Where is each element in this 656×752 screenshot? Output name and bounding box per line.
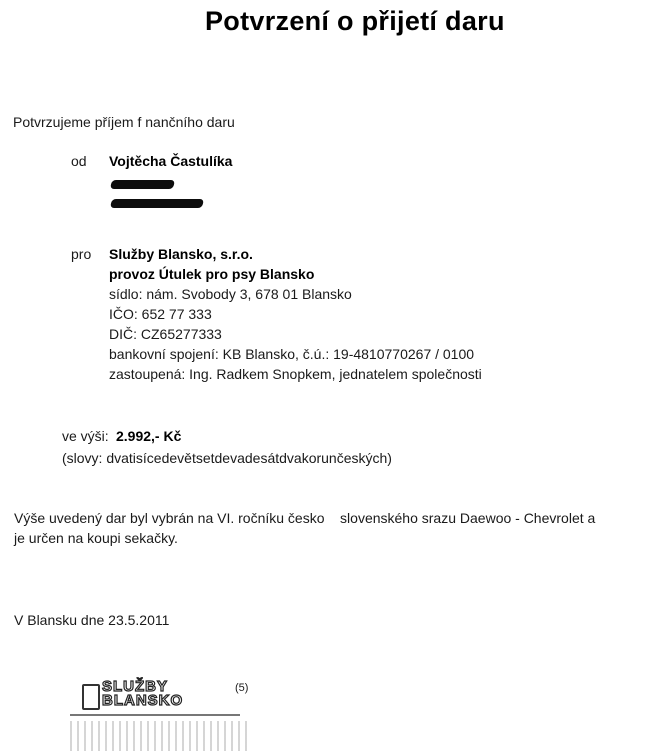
- recipient-company: Služby Blansko, s.r.o.: [109, 246, 253, 262]
- redacted-address-line-1: [110, 180, 175, 189]
- from-label: od: [71, 153, 87, 169]
- intro-text: Potvrzujeme příjem f nančního daru: [13, 114, 235, 130]
- recipient-bank: bankovní spojení: KB Blansko, č.ú.: 19-4810770267 / 0100: [109, 346, 475, 362]
- stamp-divider: [70, 714, 240, 716]
- amount-in-words: (slovy: dvatisícedevětsetdevadesátdvakorunčeských): [62, 450, 392, 466]
- stamp-text-line1: SLUŽBY: [102, 678, 168, 695]
- note-line-1: Výše uvedený dar byl vybrán na VI. ročníku česko slovenského srazu Daewoo - Chevrolet a: [14, 510, 596, 526]
- redacted-address-line-2: [110, 199, 204, 208]
- company-stamp: [60, 676, 260, 752]
- stamp-logo-icon: [82, 684, 100, 710]
- recipient-facility: provoz Útulek pro psy Blansko: [109, 266, 315, 282]
- amount-label: ve výši:: [62, 428, 109, 444]
- note-line-2: je určen na koupi sekačky.: [14, 530, 178, 546]
- amount-value: 2.992,- Kč: [116, 428, 182, 444]
- place-and-date: V Blansku dne 23.5.2011: [14, 612, 170, 628]
- recipient-seat: sídlo: nám. Svobody 3, 678 01 Blansko: [109, 286, 352, 302]
- to-label: pro: [71, 246, 92, 262]
- donor-name: Vojtěcha Častulíka: [109, 153, 233, 169]
- recipient-ico: IČO: 652 77 333: [109, 306, 212, 322]
- recipient-dic: DIČ: CZ65277333: [109, 326, 222, 342]
- recipient-representative: zastoupená: Ing. Radkem Snopkem, jednatelem společnosti: [109, 366, 482, 382]
- stamp-text-line2: BLANSKO: [102, 692, 184, 709]
- stamp-faded-text: [70, 721, 250, 751]
- stamp-mark: (5): [235, 682, 249, 694]
- document-title: Potvrzení o přijetí daru: [205, 6, 505, 36]
